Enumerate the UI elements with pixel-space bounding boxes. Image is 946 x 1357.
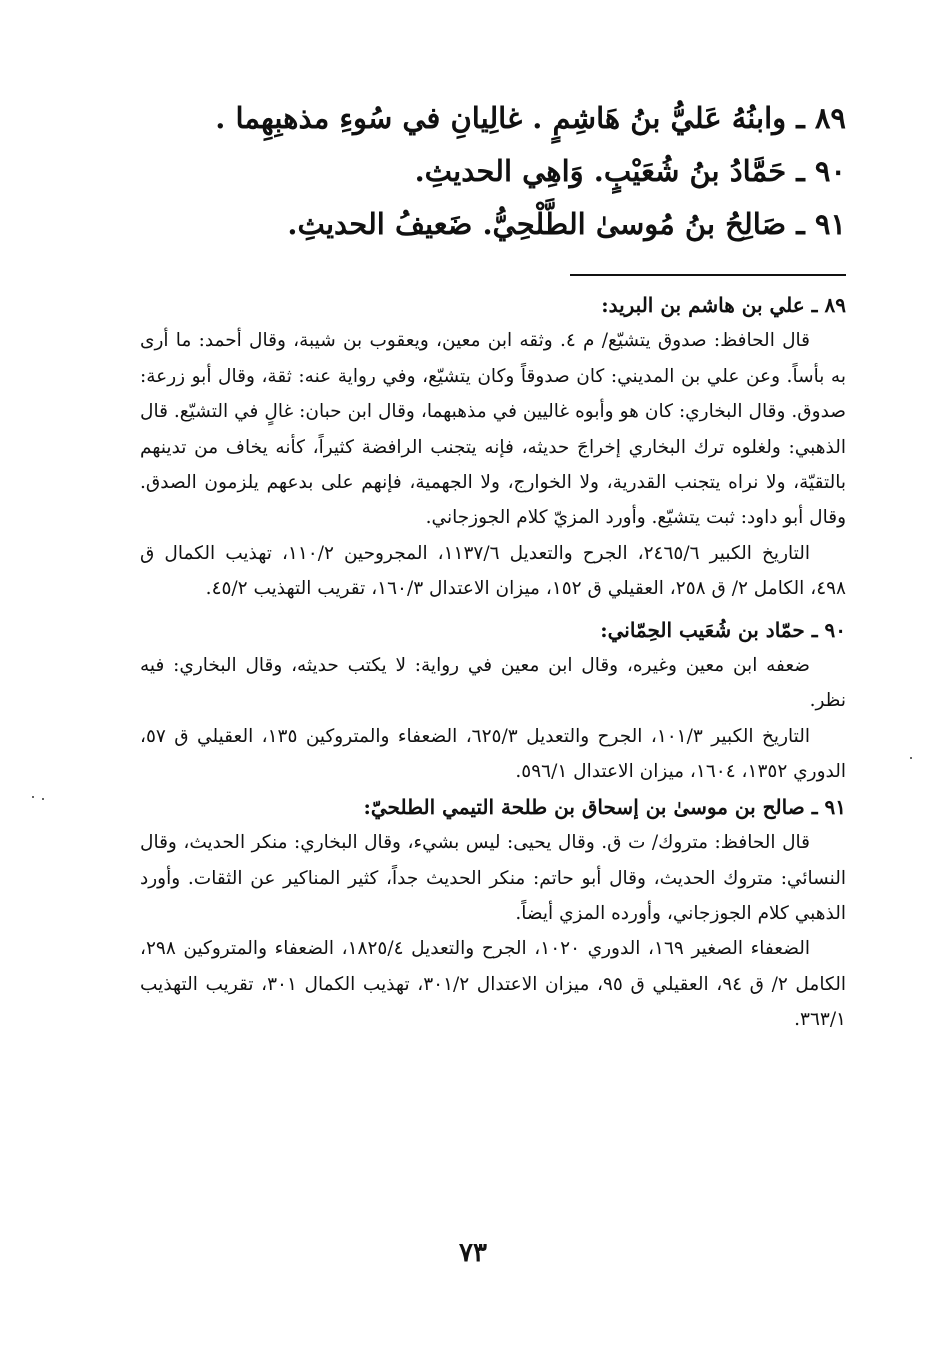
footnote-references: الضعفاء الصغير ١٦٩، الدوري ١٠٢٠، الجرح والتعديل ١٨٢٥/٤، الضعفاء والمتروكين ٢٩٨، الكامل ٢/ ق ٩٤، العقيلي ق ٩٥، ميزان الاعتدال ٣٠١/٢، تهذيب الكمال ٣٠١، تقريب التهذيب ٣٦٣/١. bbox=[140, 938, 846, 1031]
main-text bbox=[140, 92, 846, 251]
scan-speck bbox=[910, 757, 912, 759]
footnote-body: قال الحافظ: متروك/ ت ق. وقال يحيى: ليس بشيء، وقال البخاري: منكر الحديث، وقال النسائي: متروك الحديث، وقال أبو حاتم: منكر الحديث جداً، كثير المناكير عن الثقات. وأورد الذهبي كلام الجوزجاني، وأورده المزي أيضاً. bbox=[140, 832, 846, 924]
footnote-body: ضعفه ابن معين وغيره، وقال ابن معين في رواية: لا يكتب حديثه، وقال البخاري: فيه نظر. bbox=[140, 655, 846, 712]
footnote-heading: ٩٠ ـ حمّاد بن شُعَيب الحِمّاني: bbox=[600, 617, 846, 642]
footnote bbox=[140, 613, 846, 790]
footnote-heading: ٨٩ ـ علي بن هاشم بن البريد: bbox=[601, 293, 846, 317]
footnote-references: التاريخ الكبير ٢٤٦٥/٦، الجرح والتعديل ١١٣٧/٦، المجروحين ١١٠/٢، تهذيب الكمال ق ٤٩٨، الكامل ٢/ ق ٢٥٨، العقيلي ق ١٥٢، ميزان الاعتدال ١٦٠/٣، تقريب التهذيب ٤٥/٢. bbox=[140, 542, 846, 600]
scan-speck bbox=[42, 798, 44, 800]
verse-line: ٩٠ ـ حَمَّادُ بنُ شُعَيْبٍ. وَاهِي الحديثِ. bbox=[414, 154, 846, 188]
footnotes bbox=[140, 288, 846, 1038]
scan-speck bbox=[32, 796, 34, 798]
footnote-divider bbox=[570, 274, 846, 276]
footnote-references: التاريخ الكبير ١٠١/٣، الجرح والتعديل ٦٢٥/٣، الضعفاء والمتروكين ١٣٥، العقيلي ق ٥٧، الدوري ١٣٥٢، ١٦٠٤، ميزان الاعتدال ٥٩٦/١. bbox=[140, 725, 846, 783]
verse-line: ٨٩ ـ وابنُهُ عَليُّ بنُ هَاشِمٍ . غالِيانِ في سُوءِ مذهبِهِما . bbox=[215, 101, 846, 135]
footnote bbox=[140, 790, 846, 1038]
footnote-heading: ٩١ ـ صالح بن موسىٰ بن إسحاق بن طلحة التيمي الطلحيّ: bbox=[363, 794, 846, 819]
verse-line: ٩١ ـ صَالِحُ بنُ مُوسىٰ الطَّلْحِيُّ. ضَعيفُ الحديثِ. bbox=[287, 207, 846, 241]
footnote-body: قال الحافظ: صدوق يتشيّع/ م ٤. وثقه ابن معين، ويعقوب بن شيبة، وقال أحمد: ما أرى به بأساً. وعن علي بن المديني: كان صدوقاً وكان يتشيّع، وفي رواية عنه: ثقة، وقال أبو زرعة: صدوق. وقال البخاري: كان هو وأبوه غاليين في مذهبهما، وقال ابن حبان: غالٍ في التشيّع. قال الذهبي: ولغلوه ترك البخاري إخراجَ حديثه، فإنه يتجنب الرافضة كثيراً، كأنه يخاف من تدينهم بالتقيّة، ولا نراه يتجنب القدرية، ولا الخوارج، ولا الجهمية، فإنهم على بدعهم يلزمون الصدق. وقال أبو داود: ثبت يتشيّع. وأورد المزيّ كلام الجوزجاني. bbox=[140, 330, 846, 529]
footnote bbox=[140, 288, 846, 607]
page-number: ٧٣ bbox=[459, 1238, 487, 1268]
